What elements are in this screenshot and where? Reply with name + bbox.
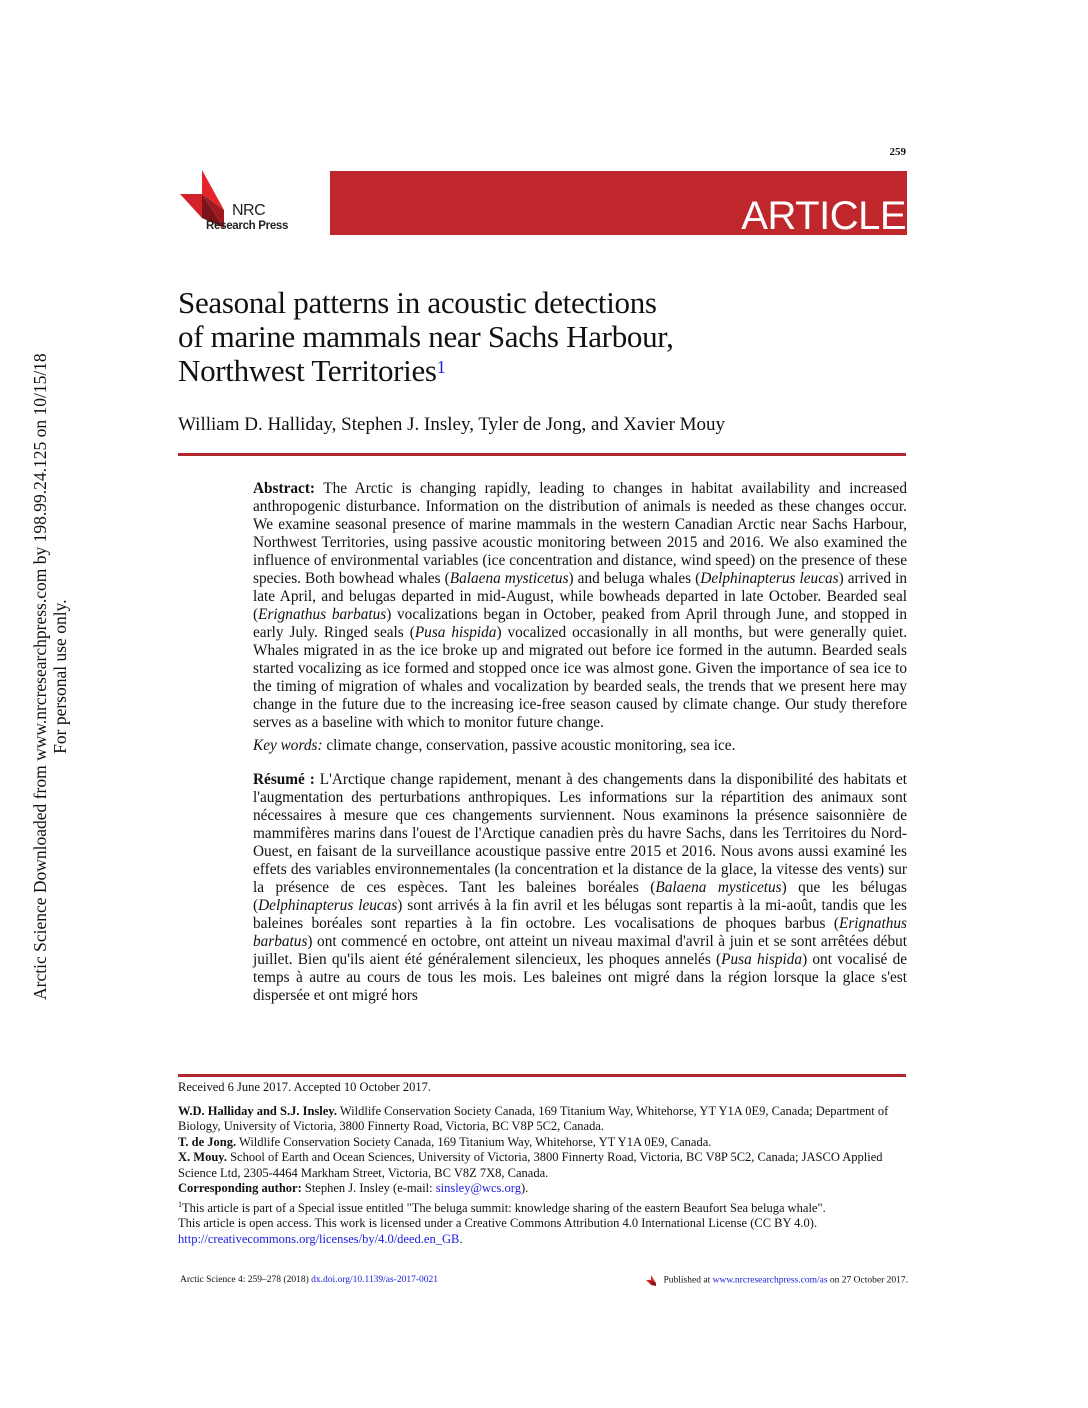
footnote-divider (178, 1074, 906, 1077)
nrc-mini-logo-icon (646, 1275, 658, 1286)
affiliation-names: T. de Jong. (178, 1134, 237, 1149)
species-name: Delphinapterus leucas (700, 570, 839, 587)
received-dates: Received 6 June 2017. Accepted 10 October 2017. (178, 1080, 432, 1094)
keywords-label: Key words: (253, 737, 323, 754)
species-name: Pusa hispida (721, 951, 803, 968)
article-type-label: ARTICLE (741, 194, 906, 238)
keywords-list: climate change, conservation, passive acoustic monitoring, sea ice. (322, 737, 736, 754)
corresponding-author: Corresponding author: Stephen J. Insley (e-mail: sinsley@wcs.org). (178, 1181, 529, 1195)
abstract-label: Abstract: (253, 480, 316, 497)
affiliation: W.D. Halliday and S.J. Insley. Wildlife Conservation Society Canada, 169 Titanium Way, Whitehorse, YT Y1A 0E9, Canada; Department of Biology, University of Victoria, 3800 Finnerty Road, Victoria, BC V8P 5C2, Canada. (178, 1103, 889, 1133)
article-type-banner (330, 171, 907, 238)
page-number: 259 (889, 146, 906, 158)
journal-citation: Arctic Science 4: 259–278 (2018) (180, 1275, 312, 1285)
title-footnote-link[interactable]: 1 (436, 357, 446, 377)
species-name: Pusa hispida (414, 624, 497, 641)
article-metadata (178, 1080, 908, 1247)
email-link[interactable]: sinsley@wcs.org (435, 1181, 521, 1195)
publisher-name: NRC (232, 202, 266, 219)
article-title (178, 286, 898, 388)
affiliation-names: W.D. Halliday and S.J. Insley. (178, 1103, 337, 1118)
publisher-subtitle: Research Press (206, 220, 289, 232)
title-line-1: Seasonal patterns in acoustic detections (178, 285, 657, 320)
species-name: Balaena mysticetus (655, 879, 782, 896)
special-issue-footnote: $^1$This article is part of a Special issue entitled "The beluga summit: knowledge sharing of the eastern Beaufort Sea beluga whale". (178, 1199, 826, 1215)
download-notice (0, 0, 70, 1408)
affiliation-names: X. Mouy. (178, 1150, 227, 1164)
abstract-paragraph: Abstract: The Arctic is changing rapidly, leading to changes in habitat availability and increased anthropogenic disturbance. Information on the distribution of animals is needed as these changes occur. We examine seasonal presence of marine mammals in the western Canadian Arctic near Sachs Harbour, Northwest Territories, using passive acoustic monitoring between 2015 and 2016. We also examined the influence of environmental variables (ice concentration and distance, wind speed) on the presence of these species. Both bowhead whales (Balaena mysticetus) and beluga whales (Delphinapterus leucas) arrived in late April, and belugas departed in mid-August, while bowheads departed in late October. Bearded seal (Erignathus barbatus) vocalizations began in October, peaked from April through June, and stopped in early July. Ringed seals (Pusa hispida) vocalized occasionally in all months, but were generally quiet. Whales migrated in as the ice broke up and migrated out before ice formed in the autumn. Bearded seals started vocalizing as ice formed and stopped once ice was almost gone. Given the importance of sea ice to the timing of migration of whales and vocalization by bearded seals, the trends that we present here may change in the future due to the increasing ice-free season caused by climate change. Our study therefore serves as a baseline with which to monitor future change. (253, 480, 908, 731)
download-notice-line-2: For personal use only. (50, 599, 70, 754)
journal-website-link[interactable]: www.nrcresearchpress.com/as (712, 1275, 828, 1286)
resume-label: Résumé : (253, 771, 315, 788)
species-name: Erignathus barbatus (253, 915, 907, 950)
resume-paragraph: Résumé : L'Arctique change rapidement, menant à des changements dans la disponibilité des habitats et l'augmentation des perturbations anthropiques. Les informations sur la répartition des animaux sont nécessaires à mesure que ces changements surviennent. Nous examinons la présence saisonnière de mammifères marins dans l'ouest de l'Arctique canadien près du havre Sachs, dans les Territoires du Nord-Ouest, en faisant de la surveillance acoustique passive entre 2015 et 2016. Nous avons aussi examiné les effets des variables environnementales (la concentration et la distance de la glace, la vitesse des vents) sur la présence de ces espèces. Tant les baleines boréales (Balaena mysticetus) que les bélugas (Delphinapterus leucas) sont arrivés à la fin avril et les bélugas sont repartis à la mi-août, tandis que les baleines boréales sont reparties à la fin octobre. Les vocalisations de phoques barbus (Erignathus barbatus) ont commencé en octobre, ont atteint un niveau maximal d'avril à juin et se sont arrêtées début juillet. Bien qu'ils aient été généralement silencieux, les phoques annelés (Pusa hispida) ont vocalisé de temps à autre au cours de tous les mois. Les baleines ont migré dans la région lorsque la glace s'est dispersée et ont migré hors (253, 771, 908, 1004)
license-notice: This article is open access. This work is licensed under a Creative Commons Attribution 4.0 International License (CC BY 4.0). http://creativecommons.org/licenses/by/4.0/deed.en_GB. (178, 1216, 818, 1246)
footnote-mark: 1 (178, 1199, 182, 1209)
affiliation: T. de Jong. Wildlife Conservation Society Canada, 169 Titanium Way, Whitehorse, YT Y1A 0E9, Canada. (178, 1134, 712, 1149)
title-line-3: Northwest Territories (178, 353, 437, 388)
species-name: Balaena mysticetus (449, 570, 569, 587)
affiliation: X. Mouy. School of Earth and Ocean Sciences, University of Victoria, 3800 Finnerty Road, Victoria, BC V8P 5C2, Canada; JASCO Applied Science Ltd, 2305-4464 Markham Street, Victoria, BC V8Z 7X8, Canada. (178, 1150, 883, 1180)
species-name: Erignathus barbatus (258, 606, 387, 623)
corresponding-label: Corresponding author: (178, 1181, 302, 1195)
header-divider (178, 453, 906, 456)
abstract-section (253, 480, 907, 1005)
title-line-2: of marine mammals near Sachs Harbour, (178, 319, 674, 354)
license-link[interactable]: http://creativecommons.org/licenses/by/4.0/deed.en_GB (178, 1231, 460, 1246)
keywords (253, 737, 907, 755)
publication-footer: Published at www.nrcresearchpress.com/as on 27 October 2017. (646, 1275, 909, 1286)
author-list: William D. Halliday, Stephen J. Insley, Tyler de Jong, and Xavier Mouy (178, 414, 726, 435)
species-name: Delphinapterus leucas (258, 897, 398, 914)
download-notice-line-1: Arctic Science Downloaded from www.nrcresearchpress.com by 198.99.24.125 on 10/15/18 (30, 353, 50, 1000)
doi-link[interactable]: dx.doi.org/10.1139/as-2017-0021 (311, 1275, 439, 1285)
citation-footer (180, 1275, 438, 1285)
publisher-logo (180, 170, 310, 240)
